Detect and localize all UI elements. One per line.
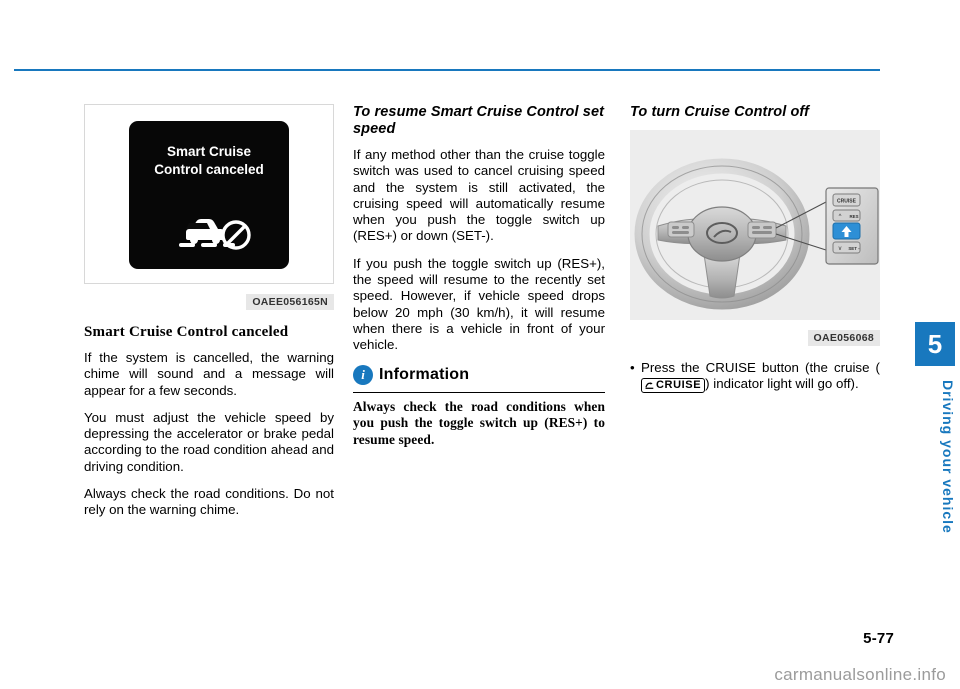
lcd-display <box>129 121 289 269</box>
page-number: 5-77 <box>863 630 894 647</box>
paragraph: If any method other than the cruise toggle switch was used to cancel cruising speed and the system is still activated, the cruising speed will automatically resume when you push the toggle switch up (RES+) or down (SET-). <box>353 147 605 244</box>
cruise-button-label: CRUISE <box>837 198 856 205</box>
header-rule <box>14 69 880 71</box>
section-heading-turn-cruise-off: To turn Cruise Control off <box>630 104 809 120</box>
lcd-line-2: Control canceled <box>154 162 264 177</box>
paragraph: Always check the road conditions. Do not rely on the warning chime. <box>84 486 334 518</box>
paragraph: If you push the toggle switch up (RES+), the speed will resume to the recently set speed. However, if vehicle speed drops below 20 mph (30 km/h), it will resume when there is a vehicle in front of your vehicle. <box>353 255 605 353</box>
column-one <box>84 104 334 519</box>
column-three <box>630 104 880 393</box>
svg-text:SET -: SET - <box>848 246 860 251</box>
figure-code-row-3 <box>630 328 880 346</box>
chapter-tab-label: Driving your vehicle <box>940 380 956 534</box>
paragraph: If the system is cancelled, the warning chime will sound and a message will appear for a few seconds. <box>84 350 334 398</box>
bullet-text-before: Press the CRUISE button (the cruise ( <box>641 360 880 375</box>
lcd-text-block <box>129 143 289 179</box>
svg-text:v: v <box>838 246 842 252</box>
bullet-dot: • <box>630 360 635 375</box>
figure-code: OAEE056165N <box>246 294 334 310</box>
bullet-text <box>641 360 880 393</box>
figure-steering-wheel <box>630 130 880 320</box>
info-icon: i <box>353 365 373 385</box>
figure-code: OAE056068 <box>808 330 881 346</box>
section-heading-resume-set-speed: To resume Smart Cruise Control set speed <box>353 104 605 137</box>
cruise-chip-label: CRUISE <box>656 379 702 392</box>
column-two <box>353 104 605 448</box>
chapter-tab-number: 5 <box>915 322 955 366</box>
information-body: Always check the road conditions when you push the toggle switch up (RES+) to resume speed. <box>353 398 605 447</box>
paragraph: You must adjust the vehicle speed by depressing the accelerator or brake pedal according to the road condition ahead and driving condition. <box>84 409 334 474</box>
cruise-indicator-icon <box>641 378 705 393</box>
information-header <box>353 365 605 385</box>
svg-text:RES: RES <box>849 214 859 219</box>
section-heading-smart-cruise-canceled: Smart Cruise Control canceled <box>84 324 289 340</box>
information-title: Information <box>379 365 470 383</box>
lcd-line-1: Smart Cruise <box>166 144 252 159</box>
figure-code-row-1 <box>84 292 334 310</box>
svg-text:^: ^ <box>838 214 842 220</box>
information-divider <box>353 392 605 393</box>
figure-cluster-message <box>84 104 334 284</box>
bullet-item-cruise-off <box>630 360 880 393</box>
watermark: carmanualsonline.info <box>774 665 946 684</box>
vehicle-ahead-cancelled-icon <box>129 201 289 257</box>
bullet-text-after: ) indicator light will go off). <box>705 376 859 392</box>
